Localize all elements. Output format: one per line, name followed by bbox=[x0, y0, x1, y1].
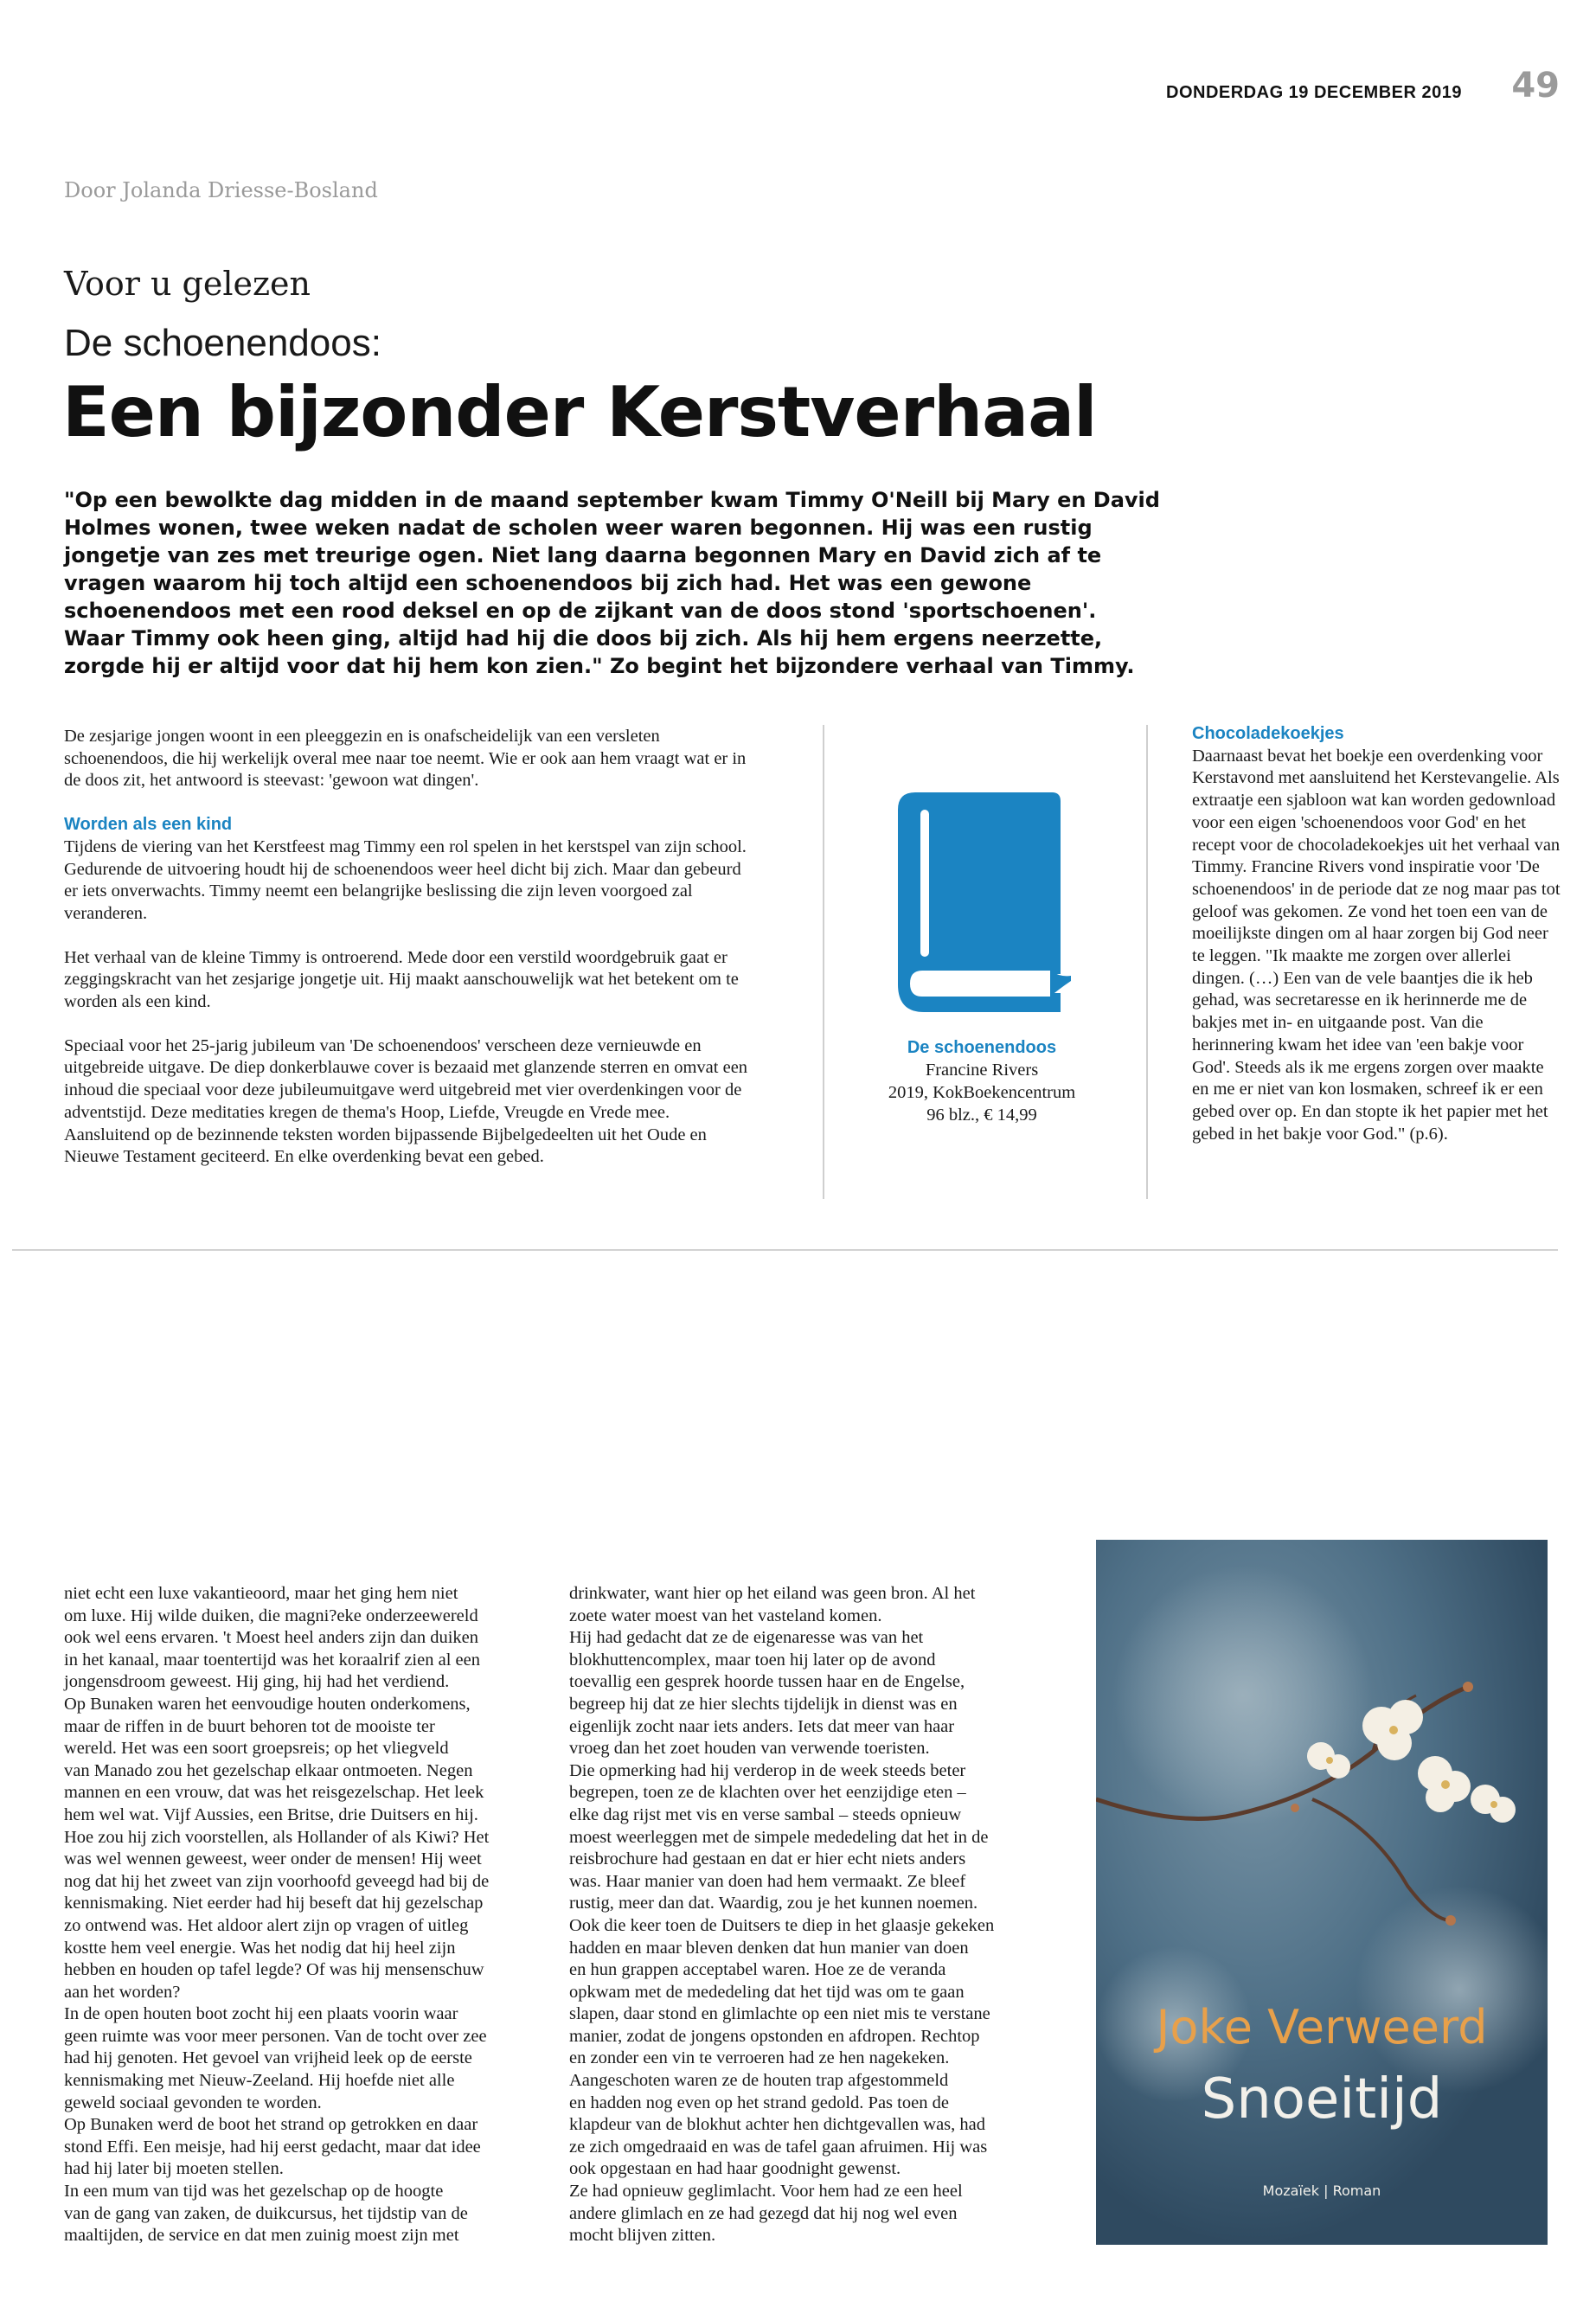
sidebar-text: Daarnaast bevat het boekje een overdenking voor Kerstavond met aansluitend het Kerstevangelie. Als extraatje een sjabloon wat kan worden gedownload voor een eigen 'schoenendoos voor God' en het recept voor de chocoladekoekjes uit het verhaal van Timmy. Francine Rivers vond inspiratie voor 'De schoenendoos' in de periode dat ze nog maar pas tot geloof was gekomen. Ze vond het toen een van de moeilijkste dingen om al haar zorgen bij God neer te leggen. "Ik maakte me zorgen over allerlei dingen. (…) Een van de vele baantjes die ik heb gehad, was secretaresse en ik herinnerde me de bakjes met in- en uitgaande post. Van die herinnering kwam het idee van 'een bakje voor God'. Steeds als ik me ergens zorgen over maakte en me er niet van kon losmaken, schreef ik er een gebed over op. En dan stopte ik het papier met het gebed in het bakje voor God." (p.6). bbox=[1192, 746, 1561, 1144]
book-icon bbox=[898, 792, 1071, 1012]
body-paragraph: De zesjarige jongen woont in een pleeggezin en is onafscheidelijk van een versleten schoenendoos, die hij werkelijk overal mee naar toe neemt. Wie er ook aan hem vraagt wat er in de doos zit, het antwoord is steevast: 'gewoon wat dingen'. bbox=[64, 727, 747, 791]
sidebar bbox=[1192, 723, 1561, 1145]
column-divider bbox=[1146, 725, 1148, 1199]
book-details: 96 blz., € 14,99 bbox=[926, 1106, 1037, 1125]
section-divider bbox=[12, 1249, 1558, 1251]
cover-title: Snoeitijd bbox=[1201, 2067, 1443, 2131]
book-title: De schoenendoos bbox=[907, 1038, 1057, 1057]
cover-publisher: Mozaïek | Roman bbox=[1262, 2182, 1381, 2199]
column-divider bbox=[823, 725, 824, 1199]
body-paragraph: Het verhaal van de kleine Timmy is ontroerend. Mede door een verstild woordgebruik gaat er zeggingskracht van het zesjarige jongetje uit. Hij maakt aanschouwelijk wat het betekent om te worden als een kind. bbox=[64, 947, 739, 1012]
page-number: 49 bbox=[1511, 66, 1560, 106]
story-column-1: niet echt een luxe vakantieoord, maar het ging hem niet om luxe. Hij wilde duiken, die magni?eke onderzeewereld ook wel eens ervaren. 't Moest heel anders zijn dan duiken in het kanaal, maar toentertijd was het koraalrif zien al een jongensdroom geweest. Hij ging, hij had het verdiend. Op Bunaken waren het eenvoudige houten onderkomens, maar de riffen in de buurt behoren tot de mooiste ter wereld. Het was een soort groepsreis; op het vliegveld van Manado zou het gezelschap elkaar ontmoeten. Negen mannen en een vrouw, dat was het reisgezelschap. Het leek hem wel wat. Vijf Aussies, een Britse, drie Duitsers en hij. Hoe zou hij zich voorstellen, als Hollander of als Kiwi? Het was wel wennen geweest, weer onder de mensen! Hij weet nog dat hij het zweet van zijn voorhoofd geveegd had bij de kennismaking. Niet eerder had hij beseft dat hij gezelschap zo ontwend was. Het aldoor alert zijn op vragen of uitleg kostte hem veel energie. Was het nodig dat hij heel zijn hebben en houden op tafel legde? Of was hij mensenschuw aan het worden? In de open houten boot zocht hij een plaats voorin waar geen ruimte was voor meer personen. Van de tocht over zee had hij genoten. Het gevoel van vrijheid leek op de eerste kennismaking met Nieuw-Zeeland. Hij hoefde niet alle geweld sociaal gevonden te worden. Op Bunaken werd de boot het strand op getrokken en daar stond Effi. Een meisje, had hij eerst gedacht, maar dat idee had hij later bij moeten stellen. In een mum van tijd was het gezelschap op de hoogte van de gang van zaken, de duikcursus, het tijdstip van de maaltijden, de service en dat men zuinig moest zijn met bbox=[64, 1584, 490, 2246]
story-column-2: drinkwater, want hier op het eiland was geen bron. Al het zoete water moest van het vasteland komen. Hij had gedacht dat ze de eigenaresse was van het blokhuttencomplex, maar toen hij later op de avond toevallig een gesprek hoorde tussen haar en de Engelse, begreep hij dat ze hier slechts tijdelijk in dienst was en eigenlijk zocht naar iets anders. Iets dat meer van haar vroeg dan het zoet houden van verwende toeristen. Die opmerking had hij verderop in de week steeds beter begrepen, toen ze de klachten over het eenzijdige eten – elke dag rijst met vis en verse sambal – steeds opnieuw moest weerleggen met de simpele mededeling dat het in de reisbrochure had gestaan en dat er hier echt niets anders was. Haar manier van doen had hem vermaakt. Ze bleef rustig, meer dan dat. Waardig, zou je het kunnen noemen. Ook die keer toen de Duitsers te diep in het glaasje gekeken hadden en maar bleven denken dat hun manier van doen en hun grappen acceptabel waren. Hoe ze de veranda opkwam met de mededeling dat het tijd was om te gaan slapen, daar stond en glimlachte op een niet mis te verstane manier, zodat de jongens opstonden en afdropen. Rechtop en zonder een vin te verroeren had ze hen nagekeken. Aangeschoten waren ze de houten trap afgestommeld en hadden nog even op het strand gedold. Pas toen de klapdeur van de blokhut achter hen dichtgevallen was, had ze zich omgedraaid en was de tafel gaan afruimen. Hij was ook opgestaan en had haar goodnight gewenst. Ze had opnieuw geglimlacht. Voor hem had ze een heel andere glimlach en ze had gezegd dat hij nog wel even mocht blijven zitten. bbox=[569, 1584, 995, 2246]
byline: Door Jolanda Driesse-Bosland bbox=[64, 178, 378, 202]
article-title: Een bijzonder Kerstverhaal bbox=[62, 372, 1097, 452]
book-author: Francine Rivers bbox=[925, 1061, 1039, 1080]
article-body bbox=[64, 726, 756, 1190]
body-paragraph: Speciaal voor het 25-jarig jubileum van 'De schoenendoos' verscheen deze vernieuwde en uitgebreide uitgave. De diep donkerblauwe cover is bezaaid met glanzende sterren en omvat een inhoud die speciaal voor deze jubileumuitgave werd uitgebreid met vier overdenkingen voor de adventstijd. Deze meditaties kregen de thema's Hoop, Liefde, Vreugde en Vrede mee. Aansluitend op de bezinnende teksten worden bijpassende Bijbelgedeelten uit het Oude en Nieuwe Testament geciteerd. En elke overdenking bevat een gebed. bbox=[64, 1035, 748, 1167]
book-publisher: 2019, KokBoekencentrum bbox=[888, 1083, 1076, 1102]
sidebar-heading: Chocoladekoekjes bbox=[1192, 724, 1344, 743]
book-caption bbox=[830, 1036, 1133, 1126]
issue-date: DONDERDAG 19 DECEMBER 2019 bbox=[1166, 83, 1462, 102]
book-cover-image bbox=[1096, 1540, 1548, 2245]
subheading: Worden als een kind bbox=[64, 815, 233, 835]
body-paragraph: Tijdens de viering van het Kerstfeest mag Timmy een rol spelen in het kerstspel van zijn school. Gedurende de uitvoering houdt hij de schoenendoos weer heel dicht bij zich. Maar dan gebeurd er iets onverwachts. Timmy neemt een belangrijke beslissing die zijn leven voorgoed zal veranderen. bbox=[64, 836, 747, 923]
article-subtitle: De schoenendoos: bbox=[64, 322, 381, 364]
cover-author: Joke Verweerd bbox=[1156, 2000, 1488, 2054]
section-kicker: Voor u gelezen bbox=[64, 265, 311, 303]
article-lead: "Op een bewolkte dag midden in de maand september kwam Timmy O'Neill bij Mary en David Holmes wonen, twee weken nadat de scholen weer waren begonnen. Hij was een rustig jongetje van zes met treurige ogen. Niet lang daarna begonnen Mary en David zich af te vragen waarom hij toch altijd een schoenendoos bij zich had. Het was een gewone schoenendoos met een rood deksel en op de zijkant van de doos stond 'sportschoenen'. Waar Timmy ook heen ging, altijd had hij die doos bij zich. Als hij hem ergens neerzette, zorgde hij er altijd voor dat hij hem kon zien." Zo begint het bijzondere verhaal van Timmy. bbox=[64, 488, 1160, 678]
